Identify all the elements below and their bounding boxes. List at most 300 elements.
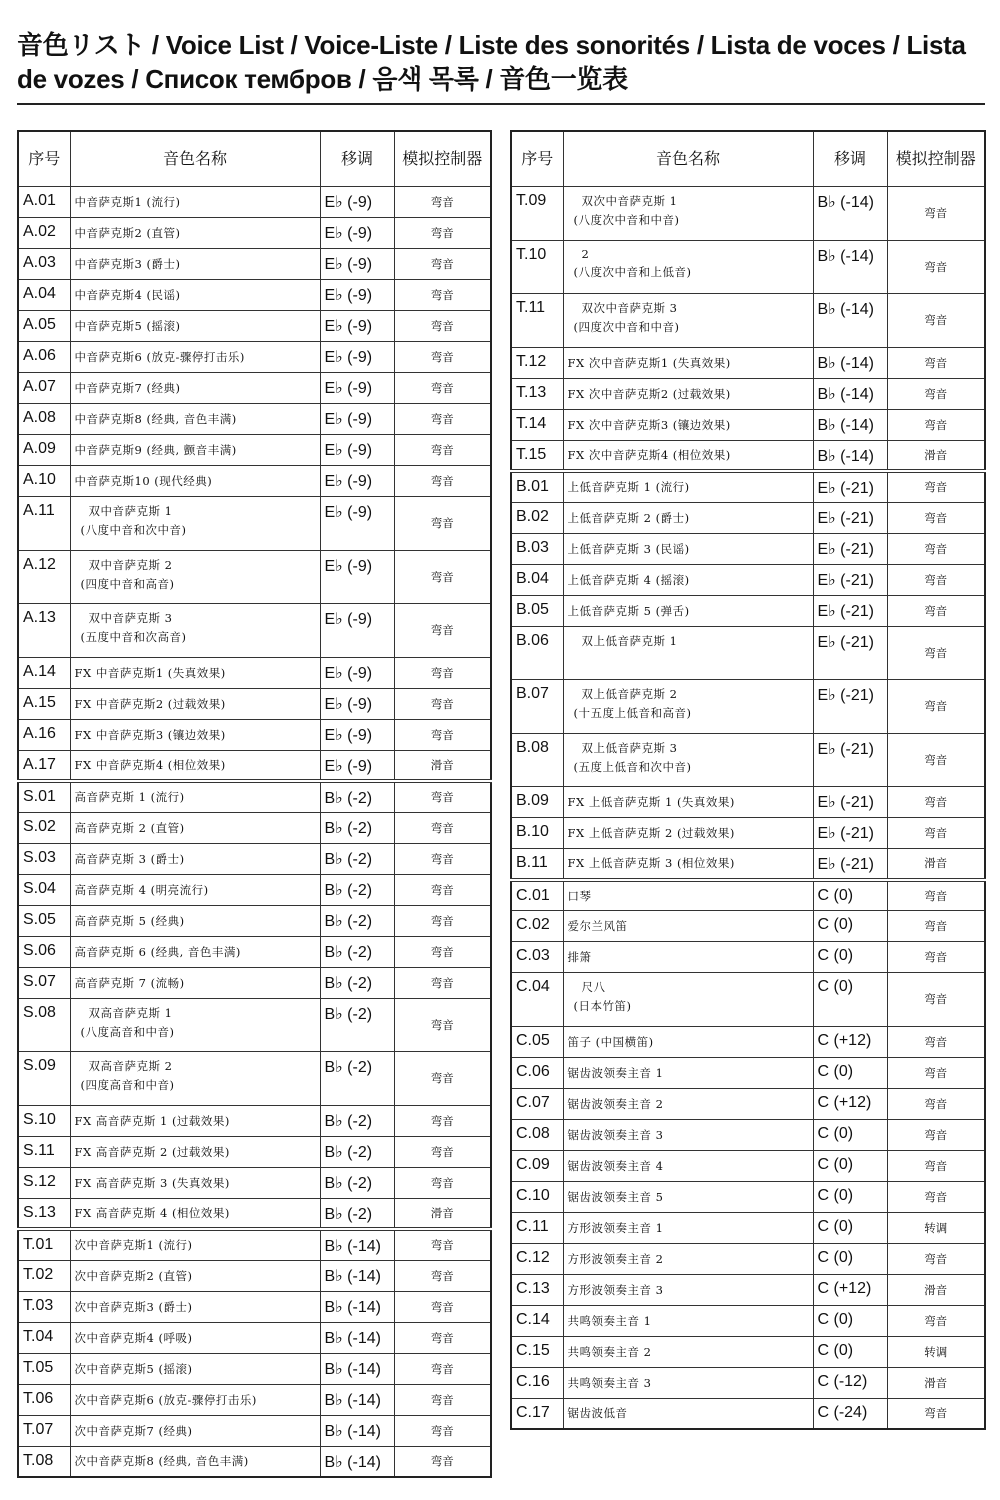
voice-controller: 弯音 (394, 874, 491, 905)
voice-transpose: C (0) (813, 1057, 887, 1088)
voice-controller: 弯音 (394, 843, 491, 874)
voice-controller: 弯音 (394, 905, 491, 936)
voice-row (18, 373, 491, 404)
voice-name: 中音萨克斯9 (经典, 颤音丰满) (74, 443, 237, 457)
voice-controller: 弯音 (394, 373, 491, 404)
voice-row (18, 1446, 491, 1477)
voice-name: 上低音萨克斯 3 (民谣) (567, 541, 690, 556)
voice-transpose: E♭ (-9) (320, 218, 394, 249)
voice-number: C.13 (511, 1274, 563, 1305)
voice-name-cell (70, 998, 320, 1052)
voice-transpose: E♭ (-21) (813, 564, 887, 595)
voice-row (18, 812, 491, 843)
voice-name-cell (70, 1167, 320, 1198)
voice-name: 上低音萨克斯 2 (爵士) (567, 510, 690, 525)
voice-number: B.05 (511, 595, 563, 626)
voice-name-cell (563, 409, 813, 440)
voice-transpose: E♭ (-9) (320, 719, 394, 750)
voice-number: T.15 (511, 440, 563, 471)
voice-number: C.03 (511, 942, 563, 973)
voice-transpose: C (0) (813, 1243, 887, 1274)
voice-transpose: E♭ (-9) (320, 435, 394, 466)
voice-row (18, 1167, 491, 1198)
voice-transpose: B♭ (-2) (320, 843, 394, 874)
voice-name: FX 中音萨克斯2 (过载效果) (74, 696, 226, 711)
voice-number: B.04 (511, 564, 563, 595)
voice-name: FX 高音萨克斯 3 (失真效果) (74, 1175, 230, 1190)
voice-row (18, 688, 491, 719)
voice-number: S.06 (18, 936, 70, 967)
voice-number: A.01 (18, 187, 70, 218)
voice-name-cell (563, 533, 813, 564)
voice-controller: 弯音 (394, 1260, 491, 1291)
voice-row (511, 1150, 985, 1181)
voice-controller: 滑音 (394, 1198, 491, 1229)
voice-transpose: B♭ (-2) (320, 998, 394, 1052)
voice-controller: 弯音 (887, 1181, 985, 1212)
voice-transpose: E♭ (-9) (320, 497, 394, 551)
voice-name: 中音萨克斯10 (现代经典) (74, 474, 213, 488)
voice-row (511, 347, 985, 378)
voice-row (511, 1274, 985, 1305)
voice-name-cell (70, 843, 320, 874)
voice-name-detail: (四度高音和中音) (80, 1078, 175, 1092)
voice-name-cell (70, 657, 320, 688)
voice-name-cell (70, 218, 320, 249)
voice-number: C.09 (511, 1150, 563, 1181)
voice-number: T.09 (511, 187, 563, 241)
voice-name-cell (563, 240, 813, 294)
voice-name: 中音萨克斯3 (爵士) (74, 257, 181, 271)
voice-name-cell (563, 1274, 813, 1305)
voice-controller: 弯音 (394, 1167, 491, 1198)
voice-name-cell (70, 688, 320, 719)
voice-name-cell (563, 1336, 813, 1367)
voice-name: 尺八 (581, 980, 606, 994)
voice-transpose: C (0) (813, 911, 887, 942)
voice-name-cell (563, 787, 813, 818)
voice-transpose: E♭ (-21) (813, 787, 887, 818)
voice-transpose: B♭ (-14) (320, 1260, 394, 1291)
header-name: 音色名称 (70, 131, 320, 187)
header-no: 序号 (511, 131, 563, 187)
header-controller: 模拟控制器 (394, 131, 491, 187)
voice-name-cell (70, 604, 320, 658)
voice-name: 共鸣领奏主音 2 (567, 1344, 652, 1359)
voice-controller: 弯音 (394, 812, 491, 843)
voice-row (18, 781, 491, 812)
voice-number: T.03 (18, 1291, 70, 1322)
voice-name-cell (70, 1136, 320, 1167)
voice-row (511, 1398, 985, 1429)
voice-name: FX 次中音萨克斯3 (镶边效果) (567, 417, 731, 432)
voice-row (18, 604, 491, 658)
voice-name-cell (70, 435, 320, 466)
voice-number: A.08 (18, 404, 70, 435)
voice-name-cell (70, 812, 320, 843)
voice-name-cell (563, 294, 813, 348)
voice-controller: 弯音 (887, 787, 985, 818)
voice-row (511, 294, 985, 348)
voice-transpose: B♭ (-14) (813, 294, 887, 348)
voice-row (18, 967, 491, 998)
voice-transpose: E♭ (-21) (813, 595, 887, 626)
voice-transpose: B♭ (-2) (320, 1198, 394, 1229)
voice-number: A.17 (18, 750, 70, 781)
voice-number: B.11 (511, 849, 563, 880)
voice-number: S.09 (18, 1052, 70, 1106)
voice-transpose: E♭ (-9) (320, 657, 394, 688)
voice-name: 锯齿波领奏主音 2 (567, 1096, 664, 1111)
voice-number: B.03 (511, 533, 563, 564)
voice-controller: 弯音 (394, 435, 491, 466)
page-title: 音色リスト / Voice List / Voice-Liste / Liste des sonorités / Lista de voces / Lista de vozes / Список тембров / 음색 목록 / 音色一览表 (17, 30, 966, 94)
voice-name: 上低音萨克斯 4 (摇滚) (567, 572, 690, 587)
voice-number: T.06 (18, 1384, 70, 1415)
voice-row (18, 497, 491, 551)
voice-name-cell (563, 502, 813, 533)
voice-controller: 弯音 (394, 311, 491, 342)
voice-number: C.10 (511, 1181, 563, 1212)
voice-row (18, 1105, 491, 1136)
voice-row (511, 409, 985, 440)
voice-number: S.11 (18, 1136, 70, 1167)
voice-transpose: E♭ (-9) (320, 342, 394, 373)
voice-transpose: B♭ (-14) (320, 1353, 394, 1384)
voice-controller: 弯音 (887, 409, 985, 440)
voice-controller: 弯音 (887, 471, 985, 502)
voice-row (18, 466, 491, 497)
voice-name-cell (70, 1384, 320, 1415)
voice-name-cell (70, 719, 320, 750)
voice-controller: 弯音 (887, 347, 985, 378)
voice-name-detail: (四度次中音和中音) (573, 320, 680, 334)
voice-name: 爱尔兰风笛 (567, 919, 628, 933)
voice-transpose: C (0) (813, 1336, 887, 1367)
voice-row (18, 657, 491, 688)
voice-controller: 弯音 (394, 998, 491, 1052)
voice-name: 双上低音萨克斯 3 (581, 740, 678, 755)
voice-number: A.02 (18, 218, 70, 249)
voice-name: 次中音萨克斯1 (流行) (74, 1238, 193, 1253)
voice-number: T.04 (18, 1322, 70, 1353)
voice-name: 次中音萨克斯8 (经典, 音色丰满) (74, 1454, 249, 1469)
voice-number: A.05 (18, 311, 70, 342)
voice-number: S.05 (18, 905, 70, 936)
voice-transpose: E♭ (-21) (813, 818, 887, 849)
voice-controller: 弯音 (394, 604, 491, 658)
voice-name: 方形波领奏主音 2 (567, 1251, 664, 1266)
voice-row (511, 818, 985, 849)
voice-number: T.05 (18, 1353, 70, 1384)
voice-number: B.01 (511, 471, 563, 502)
title-divider (17, 103, 985, 105)
voice-name: 中音萨克斯1 (流行) (74, 195, 181, 209)
voice-name-detail: (五度中音和次高音) (80, 630, 187, 644)
header-transpose: 移调 (813, 131, 887, 187)
voice-number: T.12 (511, 347, 563, 378)
voice-name-detail: (八度中音和次中音) (80, 523, 187, 537)
voice-controller: 弯音 (394, 249, 491, 280)
voice-controller: 弯音 (887, 240, 985, 294)
voice-transpose: E♭ (-9) (320, 404, 394, 435)
voice-name: 排箫 (567, 950, 592, 964)
voice-row (18, 719, 491, 750)
voice-number: A.09 (18, 435, 70, 466)
voice-number: A.15 (18, 688, 70, 719)
voice-controller: 弯音 (887, 502, 985, 533)
voice-number: T.11 (511, 294, 563, 348)
voice-name-detail: (八度高音和中音) (80, 1024, 175, 1039)
header-no: 序号 (18, 131, 70, 187)
voice-transpose: B♭ (-14) (813, 440, 887, 471)
voice-name: 次中音萨克斯4 (呼吸) (74, 1330, 193, 1345)
voice-name-cell (563, 1088, 813, 1119)
voice-name-cell (70, 404, 320, 435)
voice-controller: 弯音 (887, 1026, 985, 1057)
voice-row (511, 471, 985, 502)
voice-number: C.07 (511, 1088, 563, 1119)
voice-controller: 弯音 (887, 1243, 985, 1274)
voice-row (511, 440, 985, 471)
voice-transpose: C (+12) (813, 1274, 887, 1305)
voice-controller: 弯音 (887, 626, 985, 680)
voice-number: C.01 (511, 880, 563, 911)
voice-controller: 转调 (887, 1212, 985, 1243)
voice-row (511, 1212, 985, 1243)
voice-name: 共鸣领奏主音 3 (567, 1375, 652, 1390)
voice-number: C.12 (511, 1243, 563, 1274)
voice-number: T.10 (511, 240, 563, 294)
voice-name: FX 上低音萨克斯 1 (失真效果) (567, 795, 735, 809)
voice-transpose: C (0) (813, 1119, 887, 1150)
table-header-row (18, 131, 491, 187)
voice-row (18, 1322, 491, 1353)
voice-name: FX 中音萨克斯3 (镶边效果) (74, 727, 226, 742)
voice-transpose: B♭ (-14) (320, 1291, 394, 1322)
voice-controller: 弯音 (394, 1136, 491, 1167)
voice-name: 方形波领奏主音 1 (567, 1220, 664, 1235)
voice-row (18, 404, 491, 435)
voice-number: A.11 (18, 497, 70, 551)
voice-name-detail: (八度次中音和中音) (573, 213, 680, 227)
voice-name: 双高音萨克斯 2 (88, 1059, 173, 1073)
voice-transpose: C (0) (813, 973, 887, 1027)
voice-name: FX 次中音萨克斯2 (过载效果) (567, 386, 731, 401)
voice-name-cell (563, 1367, 813, 1398)
voice-number: S.04 (18, 874, 70, 905)
voice-number: S.03 (18, 843, 70, 874)
voice-controller: 弯音 (887, 733, 985, 787)
voice-name: 上低音萨克斯 1 (流行) (567, 480, 690, 495)
voice-controller: 弯音 (394, 1353, 491, 1384)
voice-name: 双中音萨克斯 2 (88, 557, 173, 572)
voice-number: B.09 (511, 787, 563, 818)
voice-controller: 弯音 (394, 1384, 491, 1415)
voice-name-cell (70, 280, 320, 311)
voice-number: A.12 (18, 550, 70, 604)
voice-name-cell (70, 750, 320, 781)
voice-name: 2 (581, 246, 590, 261)
voice-row (18, 936, 491, 967)
voice-name-cell (563, 680, 813, 734)
voice-transpose: E♭ (-21) (813, 533, 887, 564)
voice-number: B.02 (511, 502, 563, 533)
table-header-row (511, 131, 985, 187)
voice-row (18, 1260, 491, 1291)
voice-number: S.13 (18, 1198, 70, 1229)
voice-controller: 弯音 (394, 1052, 491, 1106)
voice-name-cell (563, 849, 813, 880)
voice-controller: 弯音 (887, 942, 985, 973)
voice-transpose: E♭ (-21) (813, 471, 887, 502)
voice-controller: 弯音 (394, 404, 491, 435)
voice-controller: 弯音 (887, 533, 985, 564)
voice-controller: 弯音 (887, 378, 985, 409)
voice-name-cell (70, 1260, 320, 1291)
voice-row (511, 1026, 985, 1057)
voice-name-cell (563, 1150, 813, 1181)
voice-name-cell (563, 942, 813, 973)
voice-name: 笛子 (中国横笛) (567, 1034, 654, 1049)
voice-number: C.14 (511, 1305, 563, 1336)
voice-name: 中音萨克斯6 (放克-骤停打击乐) (74, 350, 245, 364)
voice-name: FX 中音萨克斯4 (相位效果) (74, 757, 226, 772)
voice-row (18, 249, 491, 280)
header-name: 音色名称 (563, 131, 813, 187)
voice-name-cell (563, 733, 813, 787)
voice-number: T.01 (18, 1229, 70, 1260)
voice-name: 中音萨克斯2 (直管) (74, 226, 181, 240)
voice-row (18, 435, 491, 466)
voice-name: 中音萨克斯8 (经典, 音色丰满) (74, 412, 237, 426)
voice-row (18, 1229, 491, 1260)
voice-transpose: B♭ (-14) (320, 1229, 394, 1260)
voice-row (511, 1057, 985, 1088)
voice-number: A.14 (18, 657, 70, 688)
voice-row (511, 1367, 985, 1398)
voice-controller: 弯音 (887, 818, 985, 849)
voice-name: 锯齿波领奏主音 3 (567, 1127, 664, 1142)
voice-name-detail: (日本竹笛) (573, 999, 632, 1013)
voice-number: S.08 (18, 998, 70, 1052)
voice-controller: 弯音 (887, 880, 985, 911)
voice-number: C.17 (511, 1398, 563, 1429)
voice-name: 锯齿波领奏主音 4 (567, 1158, 664, 1173)
voice-controller: 弯音 (394, 342, 491, 373)
voice-transpose: B♭ (-14) (813, 409, 887, 440)
voice-name-cell (70, 1322, 320, 1353)
voice-row (511, 942, 985, 973)
voice-controller: 弯音 (394, 688, 491, 719)
voice-transpose: B♭ (-14) (320, 1384, 394, 1415)
voice-name: 次中音萨克斯7 (经典) (74, 1423, 193, 1438)
voice-number: A.03 (18, 249, 70, 280)
voice-transpose: E♭ (-21) (813, 680, 887, 734)
voice-name-detail: (四度中音和高音) (80, 576, 175, 591)
voice-transpose: B♭ (-14) (320, 1446, 394, 1477)
voice-name-cell (563, 1398, 813, 1429)
voice-name-cell (70, 550, 320, 604)
voice-transpose: B♭ (-14) (813, 378, 887, 409)
voice-row (511, 911, 985, 942)
voice-number: C.08 (511, 1119, 563, 1150)
voice-name-detail: (八度次中音和上低音) (573, 264, 692, 279)
voice-controller: 弯音 (887, 680, 985, 734)
voice-transpose: E♭ (-9) (320, 550, 394, 604)
voice-controller: 弯音 (887, 911, 985, 942)
voice-name-cell (563, 595, 813, 626)
voice-transpose: E♭ (-9) (320, 311, 394, 342)
voice-controller: 滑音 (887, 1274, 985, 1305)
voice-name-cell (563, 880, 813, 911)
voice-transpose: B♭ (-14) (813, 347, 887, 378)
voice-name-cell (70, 967, 320, 998)
voice-name-cell (70, 936, 320, 967)
voice-row (511, 1305, 985, 1336)
voice-number: A.07 (18, 373, 70, 404)
voice-table-left-body (18, 187, 491, 1478)
voice-row (18, 843, 491, 874)
voice-name: FX 上低音萨克斯 3 (相位效果) (567, 856, 735, 871)
voice-name: 高音萨克斯 6 (经典, 音色丰满) (74, 944, 241, 959)
voice-row (511, 1243, 985, 1274)
voice-name: 高音萨克斯 5 (经典) (74, 913, 185, 928)
voice-name: 高音萨克斯 7 (流畅) (74, 975, 185, 990)
voice-row (511, 564, 985, 595)
voice-name: 双中音萨克斯 3 (88, 611, 173, 625)
voice-row (511, 187, 985, 241)
voice-name-cell (563, 440, 813, 471)
voice-number: C.04 (511, 973, 563, 1027)
voice-number: A.13 (18, 604, 70, 658)
voice-name-cell (563, 1057, 813, 1088)
voice-controller: 弯音 (394, 781, 491, 812)
voice-transpose: E♭ (-9) (320, 249, 394, 280)
voice-controller: 弯音 (887, 1119, 985, 1150)
voice-name-cell (70, 781, 320, 812)
voice-row (18, 750, 491, 781)
voice-row (18, 342, 491, 373)
voice-row (18, 1136, 491, 1167)
voice-transpose: C (0) (813, 1305, 887, 1336)
voice-name-cell (70, 1229, 320, 1260)
voice-controller: 弯音 (394, 1291, 491, 1322)
voice-number: A.04 (18, 280, 70, 311)
voice-row (511, 502, 985, 533)
voice-row (511, 733, 985, 787)
voice-name: 高音萨克斯 4 (明亮流行) (74, 882, 209, 897)
voice-number: C.06 (511, 1057, 563, 1088)
voice-row (18, 280, 491, 311)
voice-controller: 弯音 (394, 280, 491, 311)
voice-transpose: E♭ (-21) (813, 733, 887, 787)
voice-row (511, 240, 985, 294)
voice-name: FX 次中音萨克斯1 (失真效果) (567, 355, 731, 370)
voice-row (511, 1119, 985, 1150)
voice-row (511, 1181, 985, 1212)
voice-name: 中音萨克斯5 (摇滚) (74, 319, 181, 333)
voice-name: 锯齿波领奏主音 5 (567, 1189, 664, 1204)
voice-number: A.10 (18, 466, 70, 497)
voice-name-cell (563, 1243, 813, 1274)
voice-row (511, 973, 985, 1027)
voice-transpose: B♭ (-2) (320, 967, 394, 998)
voice-controller: 弯音 (394, 1322, 491, 1353)
voice-transpose: C (0) (813, 1181, 887, 1212)
voice-name-cell (563, 626, 813, 680)
voice-controller: 弯音 (394, 218, 491, 249)
